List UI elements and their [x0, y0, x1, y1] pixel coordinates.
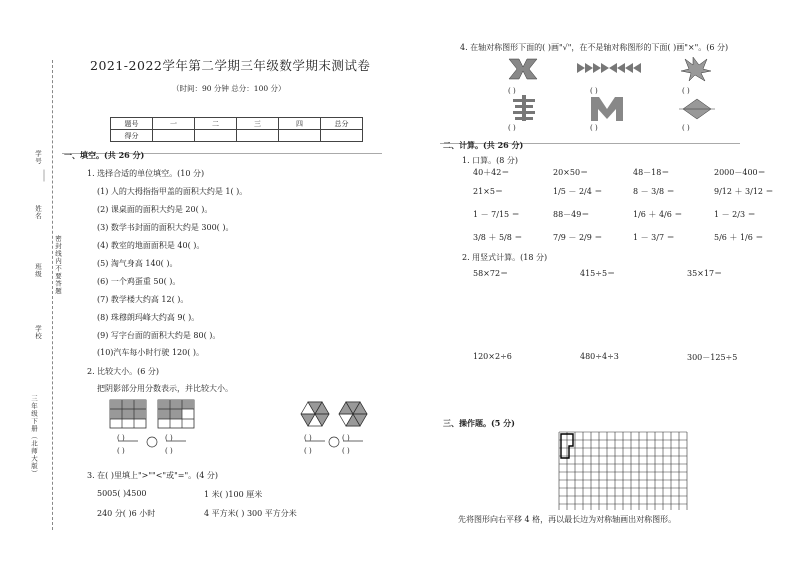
compare-item: 5005( )4500	[97, 489, 147, 498]
shaded-hexagon-right	[339, 402, 367, 426]
side-label-name: 姓名	[34, 205, 42, 220]
score-cell[interactable]	[237, 130, 279, 142]
score-table	[110, 117, 363, 142]
arrow-pattern-icon	[577, 63, 641, 73]
compare-item: 1 米( )100 厘米	[204, 490, 263, 499]
fill-item: (10)汽车每小时行驶 120( )。	[97, 348, 205, 357]
oral-calc: 88－49＝	[553, 210, 590, 219]
answer-paren[interactable]: ( )	[117, 447, 125, 455]
oral-calc: 3/8 ＋ 5/8 ＝	[473, 233, 523, 242]
vertical-calc: 480÷4÷3	[580, 352, 619, 361]
fill-item: (4) 教室的地面面积是 40( )。	[97, 241, 205, 250]
answer-paren[interactable]: ( )	[590, 87, 598, 95]
score-header: 题号	[111, 118, 153, 130]
oral-calc: 1/6 ＋ 4/6 ＝	[633, 210, 683, 219]
oral-calc: 48－18＝	[633, 168, 670, 177]
oral-calc: 1/5 － 2/4 ＝	[553, 187, 603, 196]
oral-calc: 1 － 7/15 ＝	[473, 210, 520, 219]
letter-m-icon	[591, 97, 623, 121]
question-title: 2. 用竖式计算。(18 分)	[462, 253, 548, 262]
shaded-grid-left	[110, 400, 146, 428]
vertical-calc: 35×17＝	[687, 269, 723, 278]
side-label-class: 班级	[34, 263, 42, 278]
answer-paren[interactable]: ( )	[682, 87, 690, 95]
oral-calc: 5/6 ＋ 1/6 ＝	[714, 233, 764, 242]
leaf-pattern-icon	[679, 99, 715, 119]
fill-item: (9) 写字台面的面积大约是 80( )。	[97, 331, 221, 340]
answer-paren[interactable]: ( )	[342, 434, 350, 442]
answer-paren[interactable]: ( )	[590, 124, 598, 132]
oral-calc: 7/9 － 2/9 ＝	[553, 233, 603, 242]
question-desc: 把阴影部分用分数表示，并比较大小。	[97, 384, 233, 393]
fill-item: (5) 淘气身高 140( )。	[97, 259, 178, 268]
oral-calc: 21×5＝	[473, 187, 503, 196]
question-title: 2. 比较大小。(6 分)	[87, 367, 160, 376]
answer-paren[interactable]: ( )	[682, 124, 690, 132]
answer-paren[interactable]: ( )	[165, 447, 173, 455]
question-title: 1. 口算。(8 分)	[462, 156, 519, 165]
section-heading: 一、填空。(共 26 分)	[64, 150, 145, 160]
answer-paren[interactable]: ( )	[304, 447, 312, 455]
oral-calc: 20×50＝	[553, 168, 589, 177]
symmetry-figures	[505, 55, 725, 135]
compare-item: 4 平方米( ) 300 平方分米	[204, 509, 297, 518]
answer-paren[interactable]: ( )	[508, 87, 516, 95]
vertical-calc: 300－125÷5	[687, 353, 738, 362]
fill-item: (6) 一个鸡蛋重 50( )。	[97, 277, 181, 286]
butterfly-pattern-icon	[509, 59, 537, 79]
score-cell[interactable]	[321, 130, 363, 142]
star-pattern-icon	[681, 57, 711, 81]
question-title: 3. 在( )里填上">""<"或"="。(4 分)	[87, 471, 219, 480]
score-header: 二	[195, 118, 237, 130]
answer-paren[interactable]: ( )	[342, 447, 350, 455]
side-label-id: 学号	[34, 150, 42, 165]
page-subtitle: （时间：90 分钟 总分：100 分）	[172, 84, 286, 93]
question-title: 4. 在轴对称图形下面的( )画"√"，在不是轴对称图形的下面( )画"×"。(6 分)	[460, 43, 729, 52]
oral-calc: 2000－400＝	[714, 168, 766, 177]
operation-caption: 先将图形向右平移 4 格，再以最长边为对称轴画出对称图形。	[458, 515, 677, 524]
drawing-grid[interactable]	[557, 430, 689, 510]
score-cell[interactable]	[195, 130, 237, 142]
page-title: 2021-2022学年第二学期三年级数学期末测试卷	[90, 58, 371, 73]
shaded-grid-right	[158, 400, 194, 428]
side-label-edition: 三年级下册（北师大版）	[30, 395, 38, 478]
compare-item: 240 分( )6 小时	[97, 509, 156, 518]
vertical-calc: 120×2÷6	[473, 352, 512, 361]
side-label-seal: 密封线内不要答题	[54, 235, 62, 295]
fill-item: (7) 教学楼大约高 12( )。	[97, 295, 189, 304]
score-header: 一	[153, 118, 195, 130]
answer-paren[interactable]: ( )	[508, 124, 516, 132]
answer-paren[interactable]: ( )	[165, 434, 173, 442]
score-header: 三	[237, 118, 279, 130]
vertical-calc: 58×72＝	[473, 269, 509, 278]
oral-calc: 1 － 3/7 ＝	[633, 233, 675, 242]
score-cell[interactable]	[153, 130, 195, 142]
question-title: 1. 选择合适的单位填空。(10 分)	[87, 169, 205, 178]
side-label-school: 学校	[34, 325, 42, 340]
answer-paren[interactable]: ( )	[304, 434, 312, 442]
score-cell[interactable]	[279, 130, 321, 142]
oral-calc: 1 － 2/3 ＝	[714, 210, 756, 219]
binding-line	[52, 60, 53, 530]
fill-item: (3) 数学书封面的面积大约是 300( )。	[97, 223, 234, 232]
section-heading: 三、操作题。(5 分)	[443, 418, 515, 428]
oral-calc: 40＋42＝	[473, 168, 510, 177]
fill-item: (2) 课桌面的面积大约是 20( )。	[97, 205, 213, 214]
score-header: 四	[279, 118, 321, 130]
answer-paren[interactable]: ( )	[117, 434, 125, 442]
double-happiness-icon	[513, 95, 535, 121]
fill-item: (1) 人的大拇指指甲盖的面积大约是 1( )。	[97, 187, 248, 196]
vertical-calc: 415÷5＝	[580, 269, 616, 278]
score-header: 总分	[321, 118, 363, 130]
oral-calc: 8 － 3/8 ＝	[633, 187, 675, 196]
oral-calc: 9/12 ＋ 3/12 ＝	[714, 187, 774, 196]
shaded-hexagon-left	[301, 402, 329, 426]
section-heading: 二、计算。(共 26 分)	[443, 140, 524, 150]
score-row-label: 得分	[111, 130, 153, 142]
fill-item: (8) 珠穆朗玛峰大约高 9( )。	[97, 313, 200, 322]
